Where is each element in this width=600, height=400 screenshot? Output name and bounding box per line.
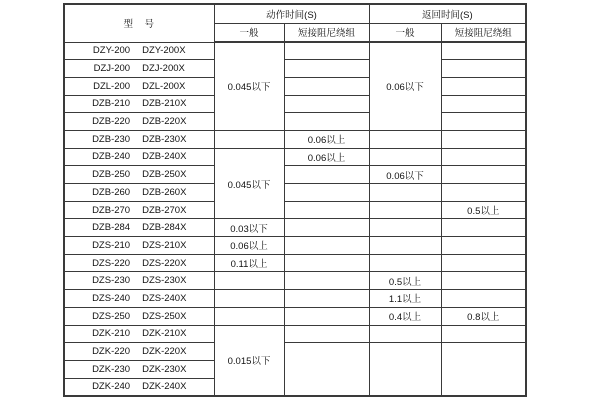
model-label: DZB-240X xyxy=(142,151,187,163)
model-pair xyxy=(65,81,214,92)
spec-table-container xyxy=(63,3,527,397)
value-cell: 0.5以上 xyxy=(369,272,441,290)
model-label: DZK-220 xyxy=(92,346,131,358)
model-pair xyxy=(65,311,214,322)
header-action-damping: 短接阻尼绕组 xyxy=(284,23,369,42)
model-label: DZK-230X xyxy=(142,363,187,375)
value-cell xyxy=(284,166,369,184)
value-cell xyxy=(369,219,441,237)
model-pair xyxy=(65,222,214,233)
header-return-time: 返回时间(S) xyxy=(369,4,526,23)
model-cell xyxy=(64,254,214,272)
spec-table xyxy=(63,3,527,397)
header-return-damping: 短接阻尼绕组 xyxy=(441,23,526,42)
model-label: DZK-210X xyxy=(142,328,187,340)
value-cell xyxy=(284,113,369,131)
model-label: DZB-230 xyxy=(92,133,131,145)
model-label: DZB-250 xyxy=(92,169,131,181)
model-label: DZS-240X xyxy=(142,292,187,304)
model-cell xyxy=(64,95,214,113)
value-cell xyxy=(441,95,526,113)
table-row xyxy=(64,219,526,237)
model-label: DZY-200X xyxy=(142,45,186,57)
model-cell xyxy=(64,272,214,290)
value-cell xyxy=(284,77,369,95)
model-label: DZB-284 xyxy=(92,222,131,234)
table-row xyxy=(64,166,526,184)
value-cell: 0.045以下 xyxy=(214,42,284,130)
table-row xyxy=(64,95,526,113)
value-cell xyxy=(284,237,369,255)
value-cell xyxy=(441,272,526,290)
value-cell xyxy=(441,290,526,308)
value-cell xyxy=(284,60,369,78)
model-label: DZK-240 xyxy=(92,381,131,393)
model-cell xyxy=(64,307,214,325)
model-pair xyxy=(65,275,214,286)
value-cell xyxy=(369,325,441,343)
model-pair xyxy=(65,258,214,269)
model-cell xyxy=(64,42,214,60)
spec-table-body xyxy=(64,42,526,396)
model-cell xyxy=(64,148,214,166)
model-cell xyxy=(64,201,214,219)
table-row xyxy=(64,254,526,272)
model-label: DZB-230X xyxy=(142,133,187,145)
model-label: DZB-210 xyxy=(92,98,131,110)
model-label: DZB-260 xyxy=(92,186,131,198)
model-pair xyxy=(65,187,214,198)
table-row xyxy=(64,272,526,290)
value-cell xyxy=(441,254,526,272)
model-pair xyxy=(65,381,214,392)
value-cell xyxy=(284,219,369,237)
value-cell xyxy=(441,325,526,343)
value-cell xyxy=(214,272,284,290)
model-label: DZB-250X xyxy=(142,169,187,181)
model-label: DZS-250 xyxy=(92,310,131,322)
value-cell: 0.06以下 xyxy=(369,42,441,130)
model-label: DZB-284X xyxy=(142,222,187,234)
value-cell xyxy=(441,184,526,202)
value-cell xyxy=(284,95,369,113)
table-row xyxy=(64,60,526,78)
header-action-time: 动作时间(S) xyxy=(214,4,369,23)
value-cell xyxy=(284,272,369,290)
value-cell: 0.8以上 xyxy=(441,307,526,325)
table-row xyxy=(64,184,526,202)
model-pair xyxy=(65,328,214,339)
model-cell xyxy=(64,219,214,237)
value-cell xyxy=(369,201,441,219)
model-label: DZS-220X xyxy=(142,257,187,269)
model-cell xyxy=(64,113,214,131)
model-label: DZS-210X xyxy=(142,239,187,251)
value-cell xyxy=(369,184,441,202)
model-cell xyxy=(64,325,214,343)
model-cell xyxy=(64,237,214,255)
model-cell xyxy=(64,130,214,148)
value-cell: 0.06以上 xyxy=(284,148,369,166)
model-pair xyxy=(65,205,214,216)
table-row xyxy=(64,325,526,343)
value-cell xyxy=(284,184,369,202)
value-cell xyxy=(441,130,526,148)
model-label: DZJ-200 xyxy=(93,63,131,75)
model-label: DZK-210 xyxy=(92,328,131,340)
model-label: DZB-260X xyxy=(142,186,187,198)
model-pair xyxy=(65,151,214,162)
table-row xyxy=(64,148,526,166)
value-cell xyxy=(441,166,526,184)
value-cell xyxy=(369,237,441,255)
model-label: DZK-230 xyxy=(92,363,131,375)
model-pair xyxy=(65,169,214,180)
value-cell xyxy=(214,307,284,325)
value-cell xyxy=(441,343,526,396)
value-cell xyxy=(284,254,369,272)
model-label: DZL-200X xyxy=(142,80,186,92)
value-cell xyxy=(214,130,284,148)
value-cell xyxy=(441,148,526,166)
model-label: DZJ-200X xyxy=(142,63,185,75)
model-pair xyxy=(65,240,214,251)
model-label: DZB-270 xyxy=(92,204,131,216)
model-label: DZB-220 xyxy=(92,116,131,128)
model-pair xyxy=(65,98,214,109)
model-label: DZB-220X xyxy=(142,116,187,128)
model-label: DZS-230 xyxy=(92,275,131,287)
model-cell xyxy=(64,343,214,361)
table-row xyxy=(64,77,526,95)
model-pair xyxy=(65,45,214,56)
table-row xyxy=(64,290,526,308)
model-pair xyxy=(65,63,214,74)
value-cell xyxy=(284,325,369,343)
model-label: DZK-240X xyxy=(142,381,187,393)
model-label: DZS-250X xyxy=(142,310,187,322)
spec-table-header xyxy=(64,4,526,42)
value-cell xyxy=(369,148,441,166)
model-pair xyxy=(65,364,214,375)
header-row-groups xyxy=(64,4,526,23)
value-cell xyxy=(284,201,369,219)
model-label: DZK-220X xyxy=(142,346,187,358)
value-cell xyxy=(284,290,369,308)
model-cell xyxy=(64,77,214,95)
value-cell xyxy=(284,42,369,60)
value-cell xyxy=(369,254,441,272)
value-cell xyxy=(441,60,526,78)
table-row xyxy=(64,307,526,325)
model-cell xyxy=(64,290,214,308)
value-cell xyxy=(214,290,284,308)
model-label: DZS-220 xyxy=(92,257,131,269)
model-pair xyxy=(65,134,214,145)
value-cell xyxy=(441,42,526,60)
model-pair xyxy=(65,116,214,127)
model-pair xyxy=(65,346,214,357)
model-cell xyxy=(64,378,214,396)
table-row xyxy=(64,130,526,148)
value-cell xyxy=(284,343,369,396)
value-cell xyxy=(369,343,441,396)
value-cell xyxy=(441,237,526,255)
model-cell xyxy=(64,360,214,378)
value-cell xyxy=(441,113,526,131)
value-cell: 0.03以下 xyxy=(214,219,284,237)
model-cell xyxy=(64,166,214,184)
value-cell: 0.045以下 xyxy=(214,148,284,219)
model-label: DZS-240 xyxy=(92,292,131,304)
table-row xyxy=(64,113,526,131)
model-label: DZB-270X xyxy=(142,204,187,216)
model-label: DZS-230X xyxy=(142,275,187,287)
model-cell xyxy=(64,184,214,202)
model-label: DZS-210 xyxy=(92,239,131,251)
value-cell: 0.06以下 xyxy=(369,166,441,184)
value-cell: 0.11以上 xyxy=(214,254,284,272)
model-label: DZL-200 xyxy=(93,80,131,92)
value-cell: 0.015以下 xyxy=(214,325,284,396)
value-cell: 0.06以上 xyxy=(214,237,284,255)
model-label: DZB-210X xyxy=(142,98,187,110)
table-row xyxy=(64,343,526,361)
model-label: DZB-240 xyxy=(92,151,131,163)
header-return-general: 一般 xyxy=(369,23,441,42)
table-row xyxy=(64,201,526,219)
model-pair xyxy=(65,293,214,304)
table-row xyxy=(64,42,526,60)
value-cell xyxy=(284,307,369,325)
value-cell: 0.4以上 xyxy=(369,307,441,325)
header-action-general: 一般 xyxy=(214,23,284,42)
header-model: 型 号 xyxy=(64,4,214,42)
table-row xyxy=(64,237,526,255)
value-cell xyxy=(369,130,441,148)
value-cell: 0.06以上 xyxy=(284,130,369,148)
value-cell: 0.5以上 xyxy=(441,201,526,219)
value-cell xyxy=(441,219,526,237)
model-cell xyxy=(64,60,214,78)
value-cell xyxy=(441,77,526,95)
model-label: DZY-200 xyxy=(92,45,131,57)
value-cell: 1.1以上 xyxy=(369,290,441,308)
